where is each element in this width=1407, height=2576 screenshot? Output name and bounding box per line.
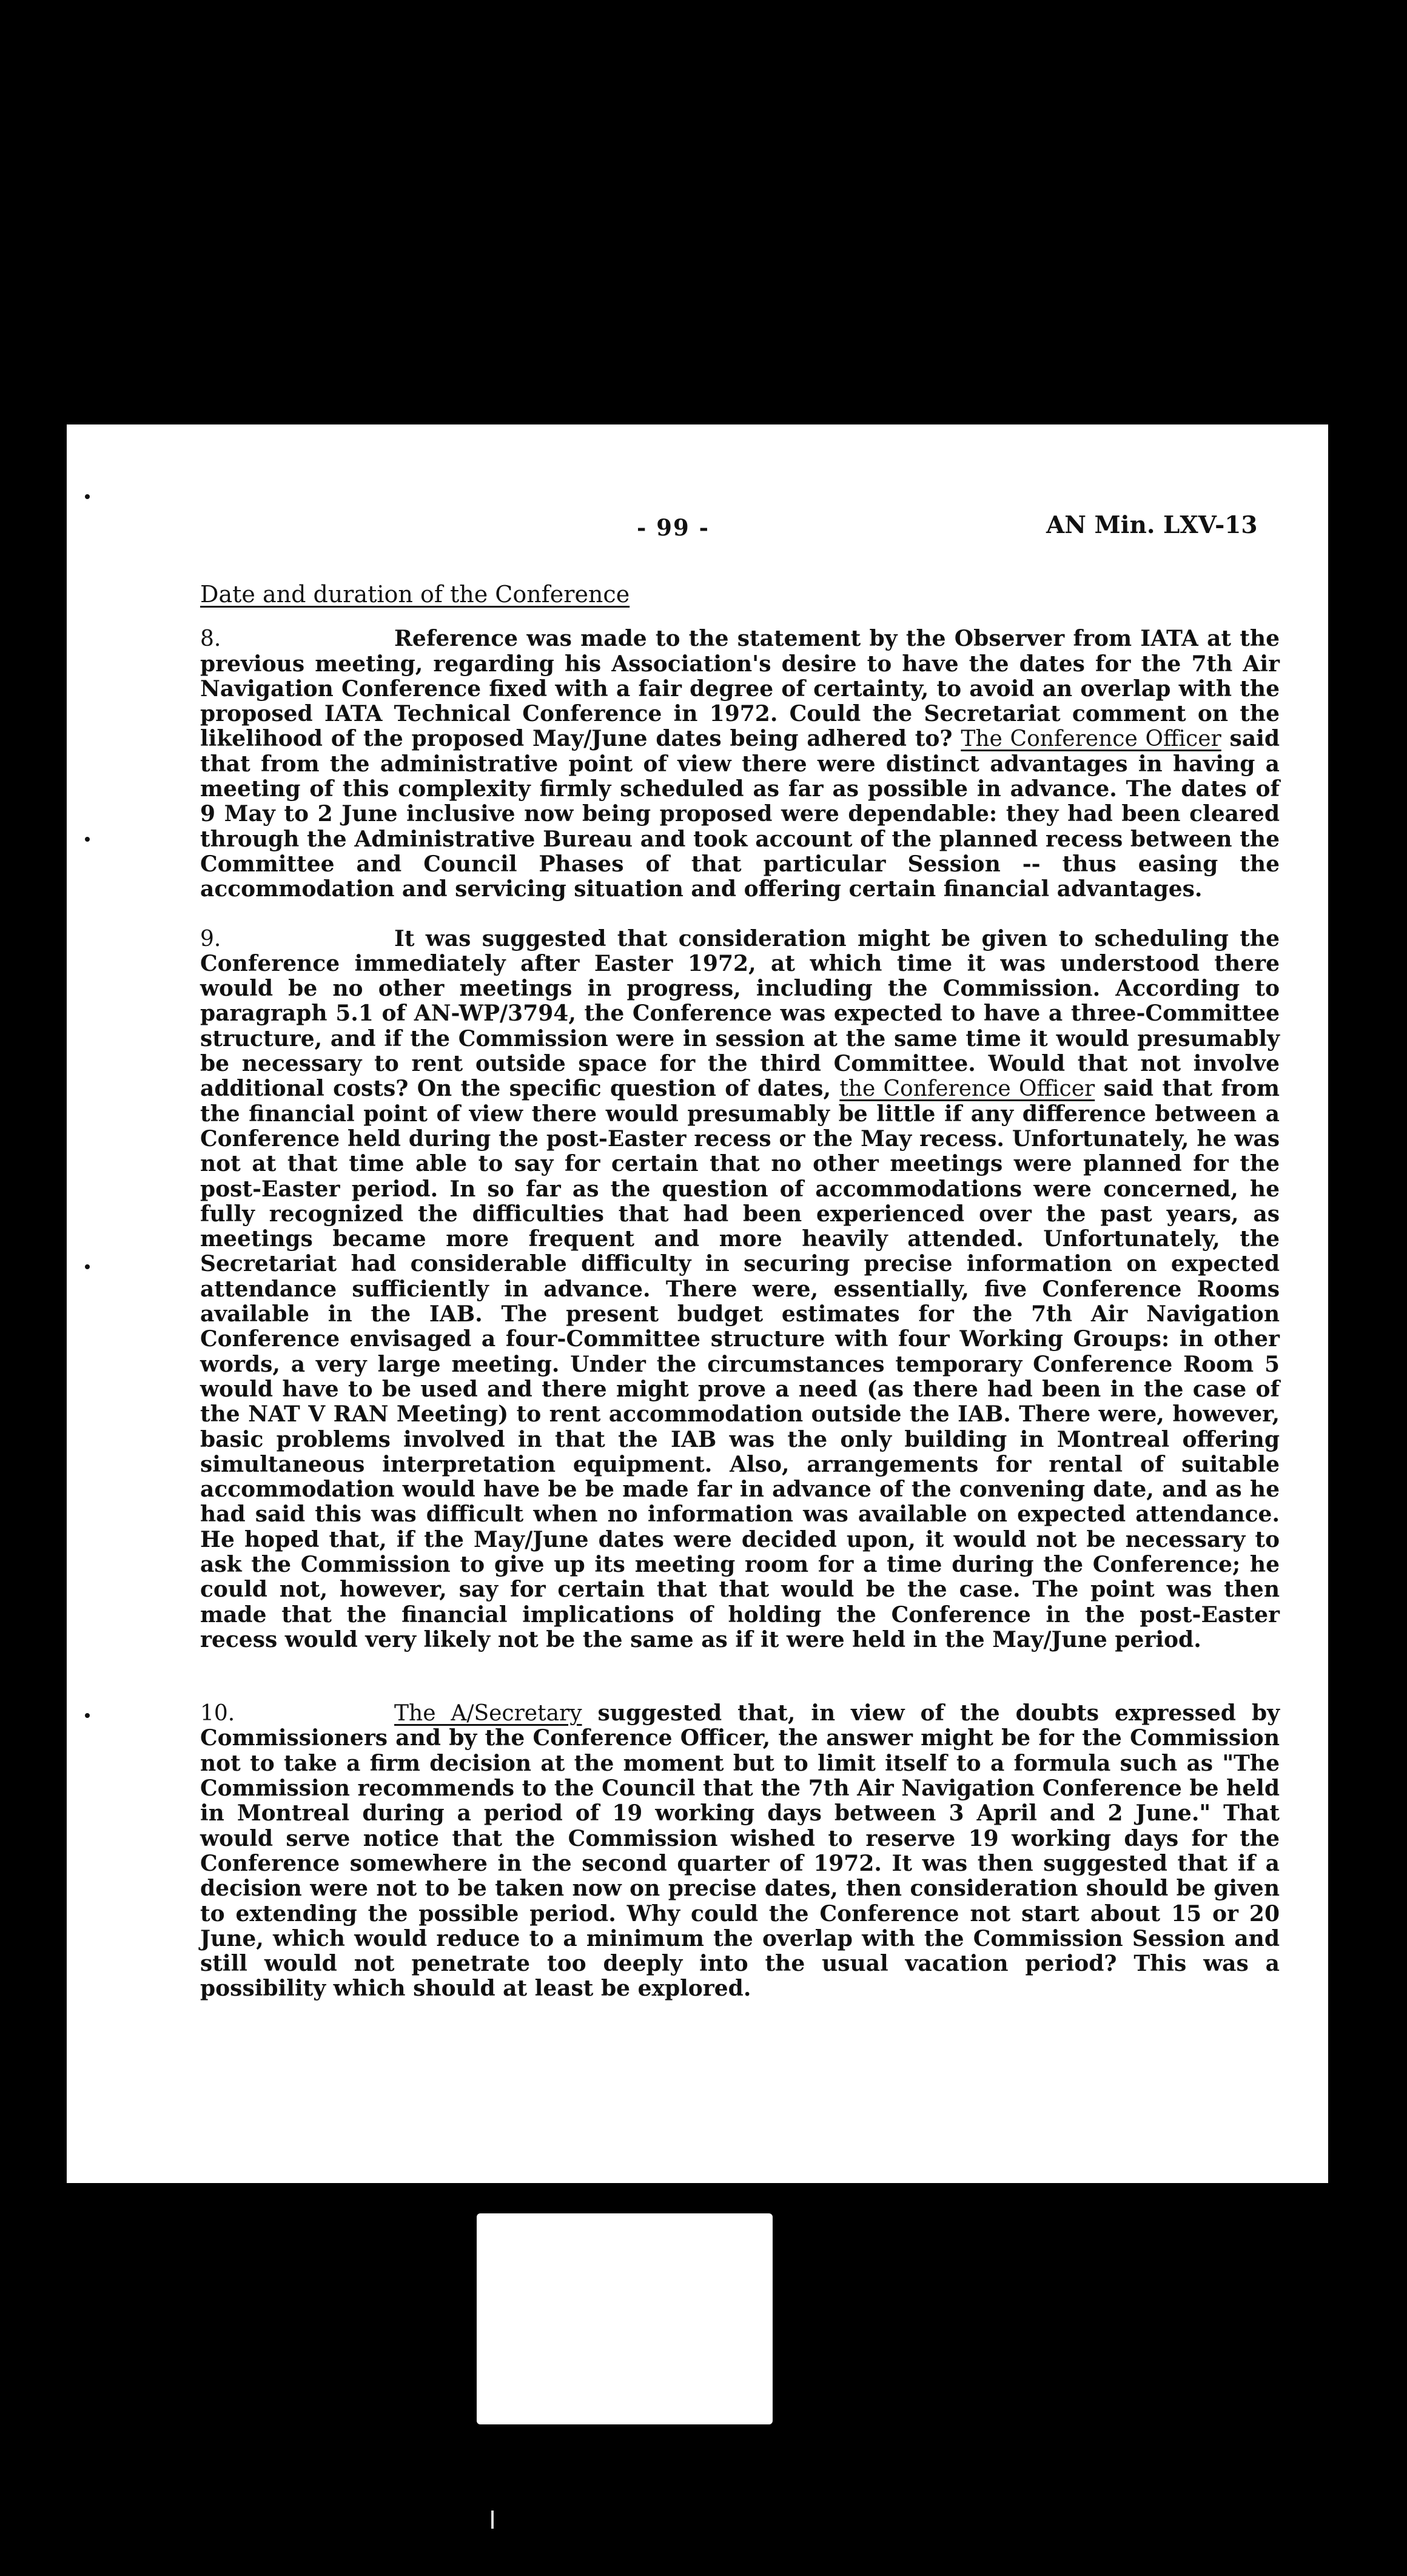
speaker-name: The Conference Officer xyxy=(961,726,1221,752)
section-heading: Date and duration of the Conference xyxy=(200,581,630,608)
paragraph-8 xyxy=(200,626,1280,902)
paragraph-text: It was suggested that consideration might be given to scheduling the Conference immediately after Easter 1972, at which time it was understood there would be no other meetings in progress, including the Commission. According to paragraph 5.1 of AN-WP/3794, the Conference was expected to have a three-Committee structure, and if the Commission were in session at the same time it would presumably be necessary to rent outside space for the third Committee. Would that not involve additional costs? On the specific question of dates, xyxy=(200,925,1280,1102)
scan-artifact xyxy=(491,2511,494,2529)
paragraph-text: suggested that, in view of the doubts expressed by Commissioners and by the Conference Officer, the answer might be for the Commission not to take a firm decision at the moment but to limit itself to a formula such as "The Commission recommends to the Council that the 7th Air Navigation Conference be held in Montreal during a period of 19 working days between 3 April and 2 June." That would serve notice that the Commission wished to reserve 19 working days for the Conference somewhere in the second quarter of 1972. It was then suggested that if a decision were not to be taken now on precise dates, then consideration should be given to extending the possible period. Why could the Conference not start about 15 or 20 June, which would reduce to a minimum the overlap with the Commission Session and still would not penetrate too deeply into the usual vacation period? This was a possibility which should at least be explored. xyxy=(200,1700,1280,2002)
speaker-name: The A/Secretary xyxy=(394,1701,582,1726)
document-body xyxy=(200,582,1280,2026)
blank-card xyxy=(477,2213,773,2424)
punch-hole-mark xyxy=(85,837,90,842)
paragraph-text: Reference was made to the statement by the Observer from IATA at the previous meeting, regarding his Association's desire to have the dates for the 7th Air Navigation Conference fixed with a fair degree of certainty, to avoid an overlap with the proposed IATA Technical Conference in 1972. Could the Secretariat comment on the likelihood of the proposed May/June dates being adhered to? xyxy=(200,626,1280,752)
punch-hole-mark xyxy=(85,1713,90,1718)
paragraph-text: said that from the administrative point of view there were distinct advantages in having a meeting of this complexity firmly scheduled as far as possible in advance. The dates of 9 May to 2 June inclusive now being proposed were dependable: they had been cleared through the Administrative Bureau and took account of the planned recess between the Committee and Council Phases of that particular Session -- thus easing the accommodation and servicing situation and offering certain financial advantages. xyxy=(200,726,1280,902)
paragraph-text: said that from the financial point of view there would presumably be little if any difference between a Conference held during the post-Easter recess or the May recess. Unfortunately, he was not at that time able to say for certain that no other meetings were planned for the post-Easter period. In so far as the question of accommodations were concerned, he fully recognized the difficulties that had been experienced over the past years, as meetings became more frequent and more heavily attended. Unfortunately, the Secretariat had considerable difficulty in securing precise information on expected attendance sufficiently in advance. There were, essentially, five Conference Rooms available in the IAB. The present budget estimates for the 7th Air Navigation Conference envisaged a four-Committee structure with four Working Groups: in other words, a very large meeting. Under the circumstances temporary Conference Room 5 would have to be used and there might prove a need (as there had been in the case of the NAT V RAN Meeting) to rent accommodation outside the IAB. There were, however, basic problems involved in that the IAB was the only building in Montreal offering simultaneous interpretation equipment. Also, arrangements for rental of suitable accommodation would have be be made far in advance of the convening date, and as he had said this was difficult when no information was available on expected attendance. He hoped that, if the May/June dates were decided upon, it would not be necessary to ask the Commission to give up its meeting room for a time during the Conference; he could not, however, say for certain that that would be the case. The point was then made that the financial implications of holding the Conference in the post-Easter recess would very likely not be the same as if it were held in the May/June period. xyxy=(200,1076,1280,1652)
page-number: - 99 - xyxy=(637,514,710,541)
paragraph-9 xyxy=(200,927,1280,1653)
speaker-name: the Conference Officer xyxy=(839,1076,1095,1102)
paragraph-number: 10. xyxy=(200,1701,235,1726)
punch-hole-mark xyxy=(85,494,90,499)
paragraph-number: 9. xyxy=(200,926,221,951)
paragraph-number: 8. xyxy=(200,626,221,652)
paragraph-10 xyxy=(200,1701,1280,2002)
document-reference: AN Min. LXV-13 xyxy=(1046,511,1258,539)
punch-hole-mark xyxy=(85,1264,90,1269)
document-page xyxy=(67,424,1328,2183)
